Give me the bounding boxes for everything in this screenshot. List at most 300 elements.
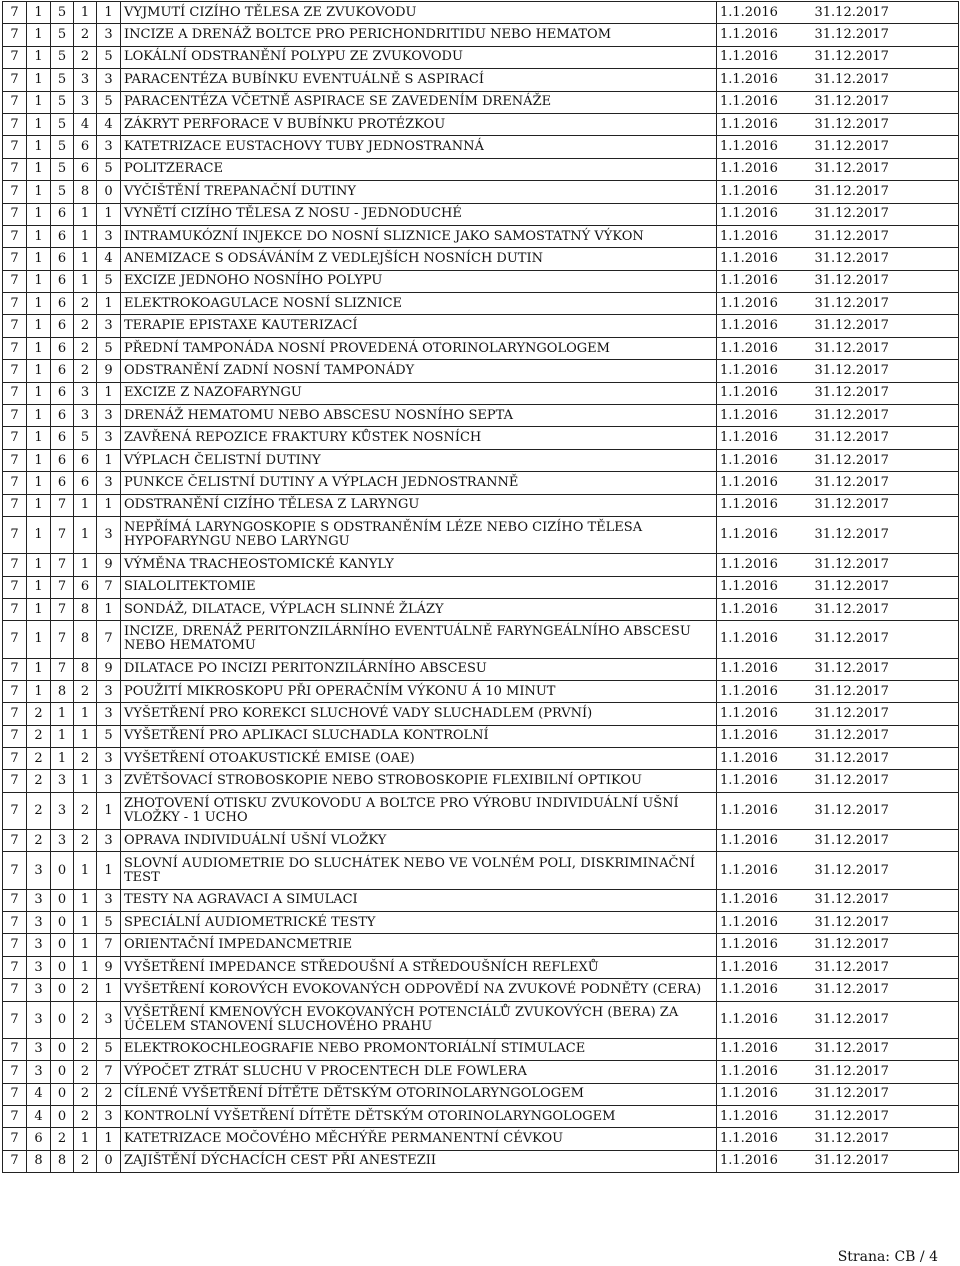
table-row bbox=[3, 203, 959, 225]
code-digit: 7 bbox=[3, 516, 27, 553]
code-digit: 1 bbox=[74, 516, 97, 553]
valid-to: 31.12.2017 bbox=[812, 315, 959, 337]
valid-from: 1.1.2016 bbox=[717, 46, 812, 68]
code-digit: 6 bbox=[74, 136, 97, 158]
valid-to: 31.12.2017 bbox=[812, 1083, 959, 1105]
valid-to: 31.12.2017 bbox=[812, 494, 959, 516]
code-digit: 1 bbox=[27, 113, 51, 135]
code-digit: 5 bbox=[51, 181, 74, 203]
code-digit: 9 bbox=[97, 554, 121, 576]
table-row bbox=[3, 449, 959, 471]
valid-to: 31.12.2017 bbox=[812, 725, 959, 747]
table-row bbox=[3, 24, 959, 46]
code-digit: 7 bbox=[51, 554, 74, 576]
valid-from: 1.1.2016 bbox=[717, 576, 812, 598]
code-digit: 3 bbox=[97, 24, 121, 46]
code-digit: 1 bbox=[74, 203, 97, 225]
table-row bbox=[3, 1001, 959, 1038]
valid-to: 31.12.2017 bbox=[812, 1105, 959, 1127]
procedure-name: ORIENTAČNÍ IMPEDANCMETRIE bbox=[121, 934, 717, 956]
code-digit: 3 bbox=[27, 956, 51, 978]
table-row bbox=[3, 181, 959, 203]
valid-from: 1.1.2016 bbox=[717, 516, 812, 553]
procedure-name: VYŠETŘENÍ PRO KOREKCI SLUCHOVÉ VADY SLUCHADLEM (PRVNÍ) bbox=[121, 703, 717, 725]
valid-from: 1.1.2016 bbox=[717, 792, 812, 829]
code-digit: 7 bbox=[97, 621, 121, 658]
procedure-table bbox=[2, 1, 959, 1173]
code-digit: 2 bbox=[74, 748, 97, 770]
code-digit: 7 bbox=[3, 658, 27, 680]
code-digit: 3 bbox=[97, 315, 121, 337]
code-digit: 7 bbox=[3, 181, 27, 203]
valid-from: 1.1.2016 bbox=[717, 725, 812, 747]
valid-from: 1.1.2016 bbox=[717, 979, 812, 1001]
valid-to: 31.12.2017 bbox=[812, 427, 959, 449]
code-digit: 7 bbox=[3, 1150, 27, 1172]
code-digit: 3 bbox=[97, 703, 121, 725]
code-digit: 8 bbox=[74, 181, 97, 203]
code-digit: 3 bbox=[97, 1001, 121, 1038]
procedure-name: OPRAVA INDIVIDUÁLNÍ UŠNÍ VLOŽKY bbox=[121, 830, 717, 852]
code-digit: 2 bbox=[27, 770, 51, 792]
code-digit: 1 bbox=[27, 270, 51, 292]
procedure-name: ZÁKRYT PERFORACE V BUBÍNKU PROTÉZKOU bbox=[121, 113, 717, 135]
code-digit: 7 bbox=[3, 1128, 27, 1150]
code-digit: 1 bbox=[97, 382, 121, 404]
valid-from: 1.1.2016 bbox=[717, 449, 812, 471]
valid-from: 1.1.2016 bbox=[717, 830, 812, 852]
code-digit: 6 bbox=[51, 315, 74, 337]
table-row bbox=[3, 270, 959, 292]
code-digit: 1 bbox=[74, 889, 97, 911]
code-digit: 3 bbox=[74, 91, 97, 113]
code-digit: 3 bbox=[97, 69, 121, 91]
code-digit: 7 bbox=[3, 337, 27, 359]
valid-to: 31.12.2017 bbox=[812, 979, 959, 1001]
table-row bbox=[3, 472, 959, 494]
code-digit: 7 bbox=[3, 912, 27, 934]
valid-from: 1.1.2016 bbox=[717, 1061, 812, 1083]
valid-to: 31.12.2017 bbox=[812, 912, 959, 934]
code-digit: 7 bbox=[3, 46, 27, 68]
procedure-name: PARACENTÉZA BUBÍNKU EVENTUÁLNĚ S ASPIRACÍ bbox=[121, 69, 717, 91]
code-digit: 3 bbox=[27, 889, 51, 911]
code-digit: 3 bbox=[74, 382, 97, 404]
code-digit: 7 bbox=[3, 225, 27, 247]
procedure-name: TESTY NA AGRAVACI A SIMULACI bbox=[121, 889, 717, 911]
code-digit: 1 bbox=[27, 449, 51, 471]
code-digit: 1 bbox=[27, 69, 51, 91]
code-digit: 7 bbox=[3, 136, 27, 158]
code-digit: 1 bbox=[27, 2, 51, 24]
code-digit: 0 bbox=[51, 852, 74, 889]
valid-to: 31.12.2017 bbox=[812, 248, 959, 270]
table-row bbox=[3, 113, 959, 135]
code-digit: 2 bbox=[27, 725, 51, 747]
code-digit: 5 bbox=[51, 2, 74, 24]
code-digit: 7 bbox=[3, 315, 27, 337]
valid-to: 31.12.2017 bbox=[812, 203, 959, 225]
valid-to: 31.12.2017 bbox=[812, 792, 959, 829]
code-digit: 1 bbox=[27, 91, 51, 113]
code-digit: 1 bbox=[97, 1128, 121, 1150]
code-digit: 0 bbox=[51, 979, 74, 1001]
valid-from: 1.1.2016 bbox=[717, 554, 812, 576]
valid-from: 1.1.2016 bbox=[717, 472, 812, 494]
code-digit: 2 bbox=[74, 1038, 97, 1060]
code-digit: 1 bbox=[74, 703, 97, 725]
procedure-name: DRENÁŽ HEMATOMU NEBO ABSCESU NOSNÍHO SEPTA bbox=[121, 405, 717, 427]
code-digit: 3 bbox=[51, 792, 74, 829]
code-digit: 1 bbox=[74, 494, 97, 516]
code-digit: 4 bbox=[27, 1083, 51, 1105]
code-digit: 5 bbox=[97, 337, 121, 359]
table-row bbox=[3, 382, 959, 404]
table-row bbox=[3, 658, 959, 680]
code-digit: 2 bbox=[74, 792, 97, 829]
code-digit: 3 bbox=[27, 979, 51, 1001]
valid-from: 1.1.2016 bbox=[717, 494, 812, 516]
code-digit: 1 bbox=[27, 46, 51, 68]
valid-from: 1.1.2016 bbox=[717, 337, 812, 359]
code-digit: 8 bbox=[51, 680, 74, 702]
code-digit: 3 bbox=[74, 69, 97, 91]
procedure-name: INCIZE, DRENÁŽ PERITONZILÁRNÍHO EVENTUÁLNĚ FARYNGEÁLNÍHO ABSCESU NEBO HEMATOMU bbox=[121, 621, 717, 658]
table-row bbox=[3, 158, 959, 180]
code-digit: 3 bbox=[27, 912, 51, 934]
table-row bbox=[3, 934, 959, 956]
table-row bbox=[3, 494, 959, 516]
valid-from: 1.1.2016 bbox=[717, 315, 812, 337]
code-digit: 2 bbox=[74, 1105, 97, 1127]
valid-from: 1.1.2016 bbox=[717, 1001, 812, 1038]
procedure-name: EXCIZE Z NAZOFARYNGU bbox=[121, 382, 717, 404]
code-digit: 7 bbox=[3, 158, 27, 180]
code-digit: 7 bbox=[3, 360, 27, 382]
table-row bbox=[3, 1083, 959, 1105]
code-digit: 7 bbox=[3, 248, 27, 270]
procedure-name: PARACENTÉZA VČETNĚ ASPIRACE SE ZAVEDENÍM DRENÁŽE bbox=[121, 91, 717, 113]
code-digit: 1 bbox=[27, 203, 51, 225]
procedure-name: SONDÁŽ, DILATACE, VÝPLACH SLINNÉ ŽLÁZY bbox=[121, 598, 717, 620]
code-digit: 7 bbox=[3, 770, 27, 792]
valid-to: 31.12.2017 bbox=[812, 658, 959, 680]
procedure-name: VYJMUTÍ CIZÍHO TĚLESA ZE ZVUKOVODU bbox=[121, 2, 717, 24]
code-digit: 2 bbox=[74, 1001, 97, 1038]
table-row bbox=[3, 748, 959, 770]
valid-from: 1.1.2016 bbox=[717, 91, 812, 113]
valid-to: 31.12.2017 bbox=[812, 91, 959, 113]
code-digit: 7 bbox=[51, 598, 74, 620]
code-digit: 2 bbox=[74, 337, 97, 359]
valid-from: 1.1.2016 bbox=[717, 1083, 812, 1105]
code-digit: 1 bbox=[97, 203, 121, 225]
valid-to: 31.12.2017 bbox=[812, 576, 959, 598]
table-row bbox=[3, 621, 959, 658]
table-row bbox=[3, 725, 959, 747]
code-digit: 6 bbox=[74, 158, 97, 180]
procedure-name: CÍLENÉ VYŠETŘENÍ DÍTĚTE DĚTSKÝM OTORINOLARYNGOLOGEM bbox=[121, 1083, 717, 1105]
code-digit: 1 bbox=[27, 181, 51, 203]
code-digit: 1 bbox=[27, 621, 51, 658]
valid-to: 31.12.2017 bbox=[812, 69, 959, 91]
code-digit: 7 bbox=[3, 472, 27, 494]
code-digit: 7 bbox=[3, 979, 27, 1001]
code-digit: 9 bbox=[97, 658, 121, 680]
code-digit: 8 bbox=[74, 598, 97, 620]
procedure-name: PŘEDNÍ TAMPONÁDA NOSNÍ PROVEDENÁ OTORINOLARYNGOLOGEM bbox=[121, 337, 717, 359]
code-digit: 5 bbox=[74, 427, 97, 449]
code-digit: 7 bbox=[3, 748, 27, 770]
code-digit: 1 bbox=[27, 576, 51, 598]
code-digit: 3 bbox=[97, 516, 121, 553]
valid-to: 31.12.2017 bbox=[812, 621, 959, 658]
code-digit: 2 bbox=[27, 830, 51, 852]
valid-from: 1.1.2016 bbox=[717, 181, 812, 203]
code-digit: 2 bbox=[74, 1061, 97, 1083]
valid-from: 1.1.2016 bbox=[717, 136, 812, 158]
code-digit: 1 bbox=[74, 956, 97, 978]
code-digit: 7 bbox=[3, 830, 27, 852]
code-digit: 3 bbox=[97, 1105, 121, 1127]
code-digit: 1 bbox=[97, 852, 121, 889]
code-digit: 1 bbox=[27, 680, 51, 702]
valid-from: 1.1.2016 bbox=[717, 405, 812, 427]
code-digit: 0 bbox=[51, 912, 74, 934]
code-digit: 2 bbox=[74, 979, 97, 1001]
code-digit: 0 bbox=[51, 889, 74, 911]
code-digit: 7 bbox=[3, 680, 27, 702]
code-digit: 7 bbox=[3, 24, 27, 46]
code-digit: 4 bbox=[97, 248, 121, 270]
table-row bbox=[3, 427, 959, 449]
code-digit: 6 bbox=[51, 248, 74, 270]
code-digit: 3 bbox=[97, 225, 121, 247]
procedure-name: PUNKCE ČELISTNÍ DUTINY A VÝPLACH JEDNOSTRANNĚ bbox=[121, 472, 717, 494]
code-digit: 6 bbox=[51, 360, 74, 382]
valid-from: 1.1.2016 bbox=[717, 427, 812, 449]
table-row bbox=[3, 46, 959, 68]
code-digit: 5 bbox=[97, 158, 121, 180]
code-digit: 0 bbox=[51, 934, 74, 956]
procedure-name: SPECIÁLNÍ AUDIOMETRICKÉ TESTY bbox=[121, 912, 717, 934]
code-digit: 1 bbox=[27, 293, 51, 315]
code-digit: 1 bbox=[27, 24, 51, 46]
code-digit: 1 bbox=[27, 248, 51, 270]
code-digit: 7 bbox=[3, 889, 27, 911]
valid-from: 1.1.2016 bbox=[717, 2, 812, 24]
table-row bbox=[3, 360, 959, 382]
table-row bbox=[3, 1038, 959, 1060]
valid-to: 31.12.2017 bbox=[812, 382, 959, 404]
code-digit: 3 bbox=[97, 830, 121, 852]
code-digit: 5 bbox=[97, 725, 121, 747]
code-digit: 7 bbox=[3, 405, 27, 427]
code-digit: 1 bbox=[27, 554, 51, 576]
table-row bbox=[3, 516, 959, 553]
valid-from: 1.1.2016 bbox=[717, 703, 812, 725]
code-digit: 7 bbox=[3, 2, 27, 24]
code-digit: 1 bbox=[97, 979, 121, 1001]
code-digit: 1 bbox=[97, 494, 121, 516]
valid-to: 31.12.2017 bbox=[812, 225, 959, 247]
code-digit: 1 bbox=[27, 405, 51, 427]
code-digit: 1 bbox=[51, 748, 74, 770]
code-digit: 7 bbox=[3, 956, 27, 978]
valid-to: 31.12.2017 bbox=[812, 830, 959, 852]
table-row bbox=[3, 852, 959, 889]
code-digit: 7 bbox=[3, 703, 27, 725]
code-digit: 7 bbox=[3, 427, 27, 449]
procedure-name: ANEMIZACE S ODSÁVÁNÍM Z VEDLEJŠÍCH NOSNÍCH DUTIN bbox=[121, 248, 717, 270]
code-digit: 1 bbox=[27, 382, 51, 404]
table-row bbox=[3, 792, 959, 829]
valid-to: 31.12.2017 bbox=[812, 1038, 959, 1060]
procedure-name: VYČIŠTĚNÍ TREPANAČNÍ DUTINY bbox=[121, 181, 717, 203]
code-digit: 7 bbox=[51, 658, 74, 680]
table-row bbox=[3, 91, 959, 113]
code-digit: 1 bbox=[97, 2, 121, 24]
valid-from: 1.1.2016 bbox=[717, 912, 812, 934]
valid-to: 31.12.2017 bbox=[812, 703, 959, 725]
code-digit: 7 bbox=[3, 1083, 27, 1105]
code-digit: 1 bbox=[27, 225, 51, 247]
code-digit: 1 bbox=[74, 912, 97, 934]
procedure-name: SLOVNÍ AUDIOMETRIE DO SLUCHÁTEK NEBO VE VOLNÉM POLI, DISKRIMINAČNÍ TEST bbox=[121, 852, 717, 889]
code-digit: 7 bbox=[3, 934, 27, 956]
valid-to: 31.12.2017 bbox=[812, 113, 959, 135]
valid-to: 31.12.2017 bbox=[812, 472, 959, 494]
code-digit: 6 bbox=[51, 449, 74, 471]
procedure-name: ZVĚTŠOVACÍ STROBOSKOPIE NEBO STROBOSKOPIE FLEXIBILNÍ OPTIKOU bbox=[121, 770, 717, 792]
procedure-name: INCIZE A DRENÁŽ BOLTCE PRO PERICHONDRITIDU NEBO HEMATOM bbox=[121, 24, 717, 46]
valid-to: 31.12.2017 bbox=[812, 449, 959, 471]
code-digit: 6 bbox=[51, 270, 74, 292]
table-row bbox=[3, 830, 959, 852]
code-digit: 6 bbox=[74, 472, 97, 494]
procedure-name: LOKÁLNÍ ODSTRANĚNÍ POLYPU ZE ZVUKOVODU bbox=[121, 46, 717, 68]
valid-from: 1.1.2016 bbox=[717, 24, 812, 46]
code-digit: 2 bbox=[74, 1150, 97, 1172]
code-digit: 4 bbox=[27, 1105, 51, 1127]
code-digit: 1 bbox=[27, 360, 51, 382]
code-digit: 1 bbox=[97, 449, 121, 471]
code-digit: 2 bbox=[74, 680, 97, 702]
procedure-name: KATETRIZACE EUSTACHOVY TUBY JEDNOSTRANNÁ bbox=[121, 136, 717, 158]
code-digit: 1 bbox=[97, 598, 121, 620]
code-digit: 1 bbox=[74, 248, 97, 270]
code-digit: 6 bbox=[51, 337, 74, 359]
code-digit: 0 bbox=[51, 1001, 74, 1038]
code-digit: 1 bbox=[27, 337, 51, 359]
code-digit: 1 bbox=[97, 792, 121, 829]
table-row bbox=[3, 1061, 959, 1083]
valid-to: 31.12.2017 bbox=[812, 770, 959, 792]
procedure-name: ZAJIŠTĚNÍ DÝCHACÍCH CEST PŘI ANESTEZII bbox=[121, 1150, 717, 1172]
valid-to: 31.12.2017 bbox=[812, 46, 959, 68]
procedure-name: ZAVŘENÁ REPOZICE FRAKTURY KŮSTEK NOSNÍCH bbox=[121, 427, 717, 449]
valid-from: 1.1.2016 bbox=[717, 225, 812, 247]
code-digit: 7 bbox=[3, 293, 27, 315]
code-digit: 1 bbox=[74, 270, 97, 292]
code-digit: 3 bbox=[27, 934, 51, 956]
code-digit: 1 bbox=[27, 472, 51, 494]
code-digit: 9 bbox=[97, 956, 121, 978]
code-digit: 7 bbox=[97, 576, 121, 598]
code-digit: 1 bbox=[74, 770, 97, 792]
table-row bbox=[3, 405, 959, 427]
code-digit: 6 bbox=[51, 405, 74, 427]
procedure-name: VYŠETŘENÍ OTOAKUSTICKÉ EMISE (OAE) bbox=[121, 748, 717, 770]
procedure-name: ZHOTOVENÍ OTISKU ZVUKOVODU A BOLTCE PRO VÝROBU INDIVIDUÁLNÍ UŠNÍ VLOŽKY - 1 UCHO bbox=[121, 792, 717, 829]
procedure-name: VÝPOČET ZTRÁT SLUCHU V PROCENTECH DLE FOWLERA bbox=[121, 1061, 717, 1083]
procedure-name: VYŠETŘENÍ KOROVÝCH EVOKOVANÝCH ODPOVĚDÍ NA ZVUKOVÉ PODNĚTY (CERA) bbox=[121, 979, 717, 1001]
valid-from: 1.1.2016 bbox=[717, 934, 812, 956]
code-digit: 8 bbox=[51, 1150, 74, 1172]
code-digit: 7 bbox=[3, 1001, 27, 1038]
code-digit: 3 bbox=[97, 770, 121, 792]
valid-from: 1.1.2016 bbox=[717, 658, 812, 680]
code-digit: 3 bbox=[97, 136, 121, 158]
code-digit: 7 bbox=[3, 382, 27, 404]
code-digit: 2 bbox=[74, 24, 97, 46]
code-digit: 2 bbox=[74, 1083, 97, 1105]
code-digit: 7 bbox=[51, 621, 74, 658]
code-digit: 7 bbox=[3, 852, 27, 889]
code-digit: 0 bbox=[51, 1105, 74, 1127]
valid-from: 1.1.2016 bbox=[717, 1150, 812, 1172]
valid-from: 1.1.2016 bbox=[717, 748, 812, 770]
code-digit: 8 bbox=[27, 1150, 51, 1172]
code-digit: 5 bbox=[51, 136, 74, 158]
valid-from: 1.1.2016 bbox=[717, 1038, 812, 1060]
valid-from: 1.1.2016 bbox=[717, 680, 812, 702]
code-digit: 1 bbox=[74, 725, 97, 747]
code-digit: 3 bbox=[74, 405, 97, 427]
table-row bbox=[3, 956, 959, 978]
code-digit: 1 bbox=[97, 293, 121, 315]
code-digit: 7 bbox=[51, 516, 74, 553]
procedure-name: ELEKTROKOAGULACE NOSNÍ SLIZNICE bbox=[121, 293, 717, 315]
code-digit: 7 bbox=[3, 598, 27, 620]
table-row bbox=[3, 293, 959, 315]
code-digit: 0 bbox=[97, 181, 121, 203]
valid-from: 1.1.2016 bbox=[717, 1105, 812, 1127]
valid-to: 31.12.2017 bbox=[812, 136, 959, 158]
valid-to: 31.12.2017 bbox=[812, 852, 959, 889]
code-digit: 7 bbox=[51, 576, 74, 598]
valid-to: 31.12.2017 bbox=[812, 181, 959, 203]
procedure-name: VYŠETŘENÍ IMPEDANCE STŘEDOUŠNÍ A STŘEDOUŠNÍCH REFLEXŮ bbox=[121, 956, 717, 978]
table-row bbox=[3, 1128, 959, 1150]
table-row bbox=[3, 1105, 959, 1127]
valid-from: 1.1.2016 bbox=[717, 1128, 812, 1150]
code-digit: 1 bbox=[74, 934, 97, 956]
procedure-name: POUŽITÍ MIKROSKOPU PŘI OPERAČNÍM VÝKONU Á 10 MINUT bbox=[121, 680, 717, 702]
code-digit: 5 bbox=[51, 91, 74, 113]
code-digit: 1 bbox=[74, 554, 97, 576]
code-digit: 2 bbox=[74, 46, 97, 68]
code-digit: 0 bbox=[51, 956, 74, 978]
table-row bbox=[3, 69, 959, 91]
valid-from: 1.1.2016 bbox=[717, 293, 812, 315]
code-digit: 5 bbox=[97, 912, 121, 934]
table-row bbox=[3, 225, 959, 247]
procedure-name: ELEKTROKOCHLEOGRAFIE NEBO PROMONTORIÁLNÍ STIMULACE bbox=[121, 1038, 717, 1060]
code-digit: 2 bbox=[27, 792, 51, 829]
code-digit: 1 bbox=[27, 516, 51, 553]
code-digit: 0 bbox=[97, 1150, 121, 1172]
